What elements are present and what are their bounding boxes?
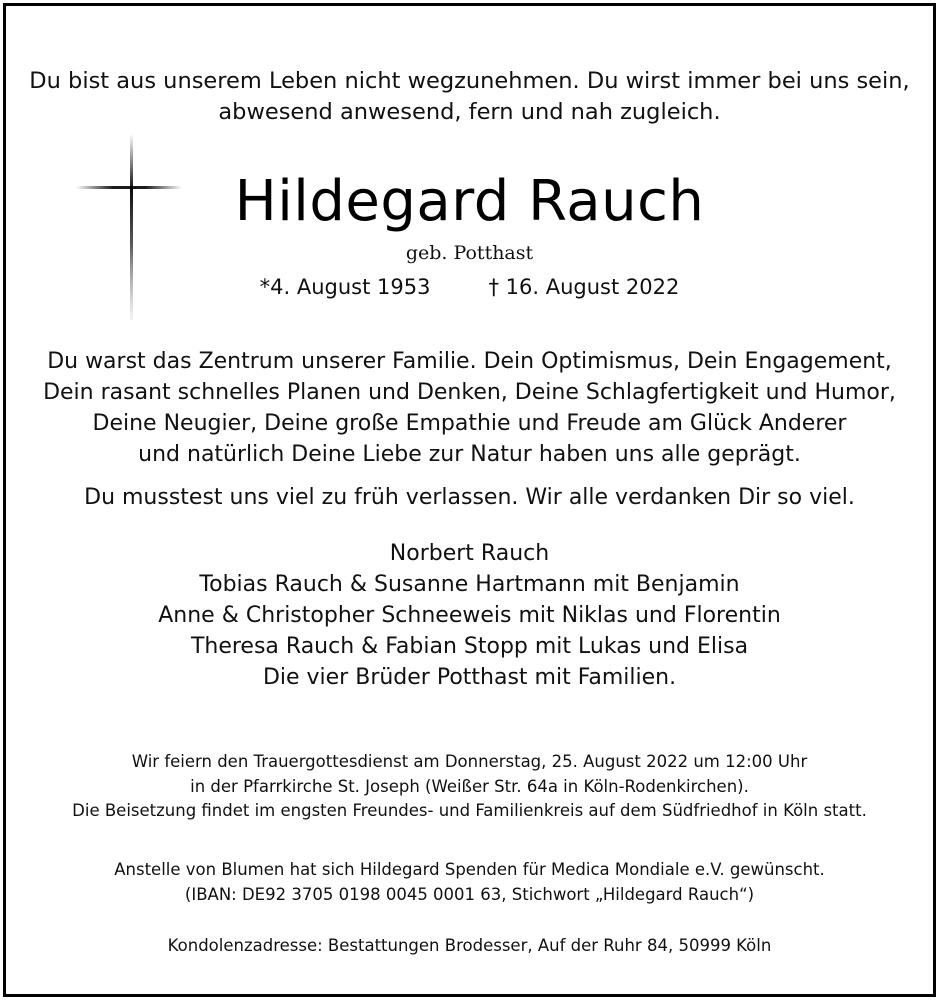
tribute-line: und natürlich Deine Liebe zur Natur haben uns alle geprägt. xyxy=(138,442,801,467)
death-date: † 16. August 2022 xyxy=(488,275,680,299)
motto-line: Du bist aus unserem Leben nicht wegzunehmen. Du wirst immer bei uns sein, xyxy=(29,68,910,94)
donation-request xyxy=(6,858,933,907)
motto-quote xyxy=(6,66,933,128)
condolence-address: Kondolenzadresse: Bestattungen Brodesser, Auf der Ruhr 84, 50999 Köln xyxy=(167,936,772,955)
donation-line: Anstelle von Blumen hat sich Hildegard Spenden für Medica Mondiale e.V. gewünscht. xyxy=(114,860,825,879)
deceased-name: Hildegard Rauch xyxy=(234,169,705,234)
mourner: Tobias Rauch & Susanne Hartmann mit Benjamin xyxy=(199,572,740,597)
birth-name: geb. Potthast xyxy=(405,242,534,264)
life-dates xyxy=(6,272,933,302)
tribute-line: Du warst das Zentrum unserer Familie. Dein Optimismus, Dein Engagement, xyxy=(47,349,892,374)
tribute-text xyxy=(6,346,933,470)
tribute-closing: Du musstest uns viel zu früh verlassen. Wir alle verdanken Dir so viel. xyxy=(84,485,855,510)
service-details xyxy=(6,750,933,824)
obituary-notice xyxy=(3,3,936,997)
mourner: Anne & Christopher Schneeweis mit Niklas und Florentin xyxy=(158,603,781,628)
mourner: Norbert Rauch xyxy=(389,541,550,566)
motto-line: abwesend anwesend, fern und nah zugleich. xyxy=(218,99,721,125)
mourner: Theresa Rauch & Fabian Stopp mit Lukas und Elisa xyxy=(190,634,749,659)
service-line: Die Beisetzung findet im engsten Freundes- und Familienkreis auf dem Südfriedhof in Köln statt. xyxy=(72,801,867,820)
birth-date: *4. August 1953 xyxy=(259,275,431,299)
service-line: Wir feiern den Trauergottesdienst am Donnerstag, 25. August 2022 um 12:00 Uhr xyxy=(131,752,808,771)
service-line: in der Pfarrkirche St. Joseph (Weißer Str. 64a in Köln-Rodenkirchen). xyxy=(190,776,749,796)
donation-line: (IBAN: DE92 3705 0198 0045 0001 63, Stichwort „Hildegard Rauch“) xyxy=(184,884,755,904)
mourners-list xyxy=(6,538,933,693)
mourner: Die vier Brüder Potthast mit Familien. xyxy=(262,665,677,690)
tribute-line: Deine Neugier, Deine große Empathie und Freude am Glück Anderer xyxy=(92,411,847,436)
tribute-line: Dein rasant schnelles Planen und Denken, Deine Schlagfertigkeit und Humor, xyxy=(43,380,896,405)
